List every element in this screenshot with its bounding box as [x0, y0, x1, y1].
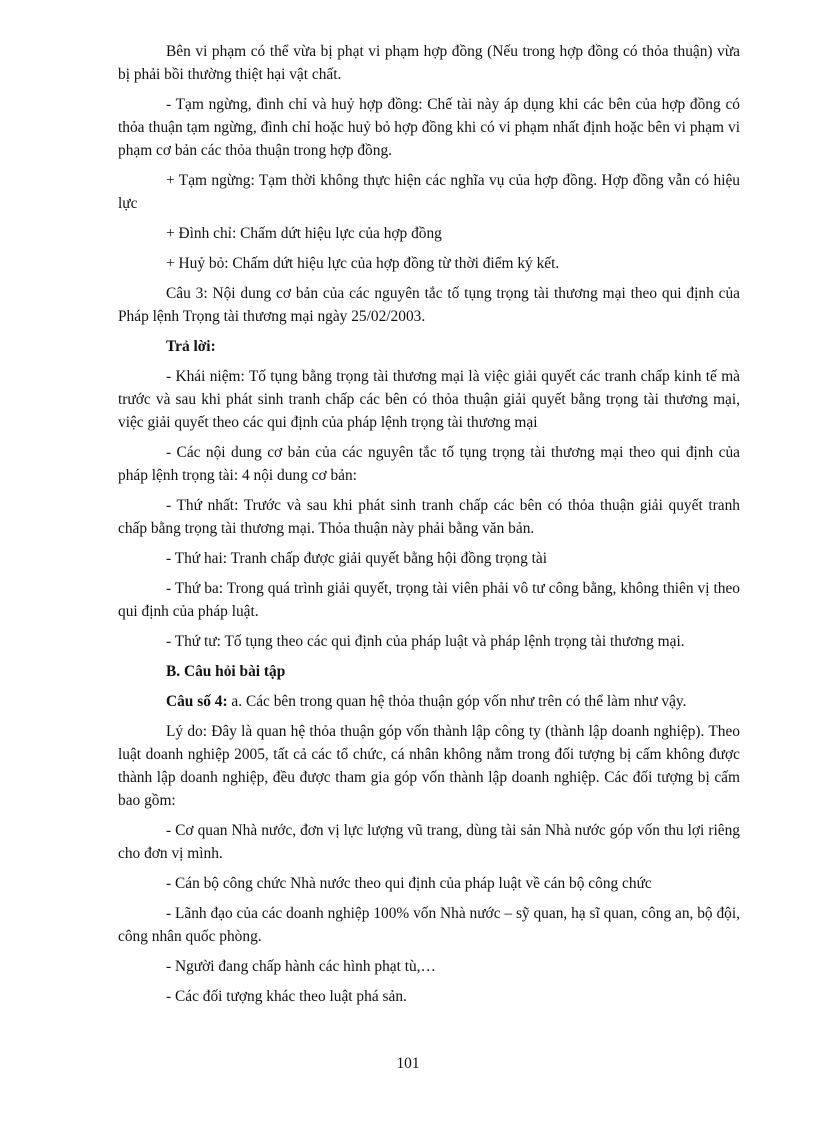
paragraph: + Huỷ bỏ: Chấm dứt hiệu lực của hợp đồng từ thời điểm ký kết. — [166, 255, 560, 272]
paragraph: - Tạm ngừng, đình chỉ và huỷ hợp đồng: Chế tài này áp dụng khi các bên của hợp đồng có thỏa thuận tạm ngừng, đình chỉ hoặc huỷ bỏ hợp đồng khi có vi phạm nhất định hoặc bên vi phạm vi phạm cơ bản các thỏa thuận trong hợp đồng. — [118, 96, 740, 159]
list-item: - Các đối tượng khác theo luật phá sản. — [166, 988, 407, 1005]
paragraph: Bên vi phạm có thể vừa bị phạt vi phạm hợp đồng (Nếu trong hợp đồng có thỏa thuận) vừa bị phải bồi thường thiệt hại vật chất. — [118, 43, 740, 83]
list-item: - Lãnh đạo của các doanh nghiệp 100% vốn Nhà nước – sỹ quan, hạ sĩ quan, công an, bộ đội, công nhân quốc phòng. — [118, 905, 740, 945]
page-number: 101 — [396, 1055, 420, 1072]
answer-label: Trả lời: — [166, 338, 216, 355]
answer-paragraph: - Thứ hai: Tranh chấp được giải quyết bằng hội đồng trọng tài — [166, 550, 548, 567]
list-item: - Người đang chấp hành các hình phạt tù,… — [166, 958, 436, 975]
question-3: Câu 3: Nội dung cơ bản của các nguyên tắc tố tụng trọng tài thương mại theo qui định của Pháp lệnh Trọng tài thương mại ngày 25/02/2003. — [118, 285, 740, 325]
answer-paragraph: - Các nội dung cơ bản của các nguyên tắc tố tụng trọng tài thương mại theo qui định của pháp lệnh trọng tài: 4 nội dung cơ bản: — [118, 444, 740, 484]
reason-paragraph: Lý do: Đây là quan hệ thỏa thuận góp vốn thành lập công ty (thành lập doanh nghiệp). Theo luật doanh nghiệp 2005, tất cả các tổ chức, cá nhân không nằm trong đối tượng bị cấm không được thành lập doanh nghiệp, đều được tham gia góp vốn thành lập doanh nghiệp. Các đối tượng bị cấm bao gồm: — [118, 723, 740, 809]
question-4-text: a. Các bên trong quan hệ thỏa thuận góp vốn như trên có thể làm như vậy. — [227, 693, 687, 710]
list-item: - Cơ quan Nhà nước, đơn vị lực lượng vũ trang, dùng tài sản Nhà nước góp vốn thu lợi riêng cho đơn vị mình. — [118, 822, 740, 862]
list-item: - Cán bộ công chức Nhà nước theo qui định của pháp luật về cán bộ công chức — [166, 875, 652, 892]
paragraph: + Tạm ngừng: Tạm thời không thực hiện các nghĩa vụ của hợp đồng. Hợp đồng vẫn có hiệu lực — [118, 172, 740, 212]
section-b-heading: B. Câu hỏi bài tập — [166, 663, 286, 680]
question-4-label: Câu số 4: — [166, 693, 228, 710]
answer-paragraph: - Thứ tư: Tố tụng theo các qui định của pháp luật và pháp lệnh trọng tài thương mại. — [166, 633, 685, 650]
paragraph: + Đình chỉ: Chấm dứt hiệu lực của hợp đồng — [166, 225, 442, 242]
answer-paragraph: - Khái niệm: Tố tụng bằng trọng tài thương mại là việc giải quyết các tranh chấp kinh tế mà trước và sau khi phát sinh tranh chấp các bên có thỏa thuận giải quyết bằng trọng tài thương mại, việc giải quyết theo các qui định của pháp lệnh trọng tài thương mại — [118, 368, 740, 431]
answer-paragraph: - Thứ ba: Trong quá trình giải quyết, trọng tài viên phải vô tư công bằng, không thiên vị theo qui định của pháp luật. — [118, 580, 740, 620]
answer-paragraph: - Thứ nhất: Trước và sau khi phát sinh tranh chấp các bên có thỏa thuận giải quyết tranh chấp bằng trọng tài thương mại. Thỏa thuận này phải bằng văn bản. — [118, 497, 740, 537]
document-page — [118, 40, 740, 1015]
question-4 — [118, 690, 740, 713]
